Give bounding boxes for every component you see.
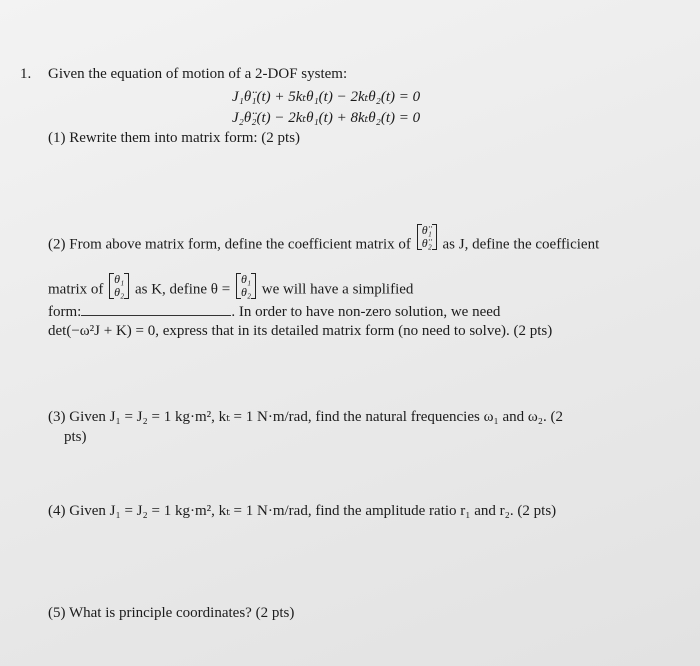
answer-blank[interactable] [81,302,231,316]
part-3-line-1: (3) Given J₁ = J₂ = 1 kg·m², kₜ = 1 N·m/rad, find the natural frequencies ω₁ and ω₂. (2 [48,409,563,425]
vec-ddot-2: θ̈₂ [421,236,432,250]
part-2-line-2-text-b: as K, define θ = [134,281,231,298]
part-3-line-2: pts) [64,429,87,445]
second-derivative-vector [417,224,437,250]
part-2-line-1 [48,223,600,258]
part-2-line-1-text-b: as J, define the coefficient [442,236,600,253]
vec-ddot-1: θ̈₁ [421,223,432,237]
part-2-line-3-text-a: form: [48,304,82,320]
vec-1-a: θ₁ [114,272,125,286]
problem-intro: Given the equation of motion of a 2-DOF system: [48,66,348,82]
part-5-text: (5) What is principle coordinates? (2 pts) [48,605,295,621]
displacement-vector-1 [109,273,129,299]
part-2-line-2-text-a: matrix of [48,281,104,298]
problem-number: 1. [20,66,32,82]
vec-2-a: θ₂ [114,285,125,299]
equation-1: J₁θ̈₁(t) + 5kₜθ₁(t) − 2kₜθ₂(t) = 0 [232,89,421,105]
part-2-line-4: det(−ω²J + K) = 0, express that in its detailed matrix form (no need to solve). (2 pts) [48,323,553,339]
part-2-line-3 [48,302,500,321]
part-2-line-1-text-a: (2) From above matrix form, define the coefficient matrix of [48,236,411,253]
part-4-text: (4) Given J₁ = J₂ = 1 kg·m², kₜ = 1 N·m/rad, find the amplitude ratio r₁ and r₂. (2 pts) [48,503,557,519]
part-2-line-3-text-b: . In order to have non-zero solution, we need [231,304,501,320]
part-2-line-2-text-c: we will have a simplified [261,281,414,298]
displacement-vector-2 [236,273,256,299]
part-1-text: (1) Rewrite them into matrix form: (2 pts) [48,130,301,146]
vec-1-b: θ₁ [240,272,252,286]
equation-2: J₂θ̈₂(t) − 2kₜθ₁(t) + 8kₜθ₂(t) = 0 [232,110,421,126]
vec-2-b: θ₂ [240,285,252,299]
part-2-line-2 [48,272,414,303]
